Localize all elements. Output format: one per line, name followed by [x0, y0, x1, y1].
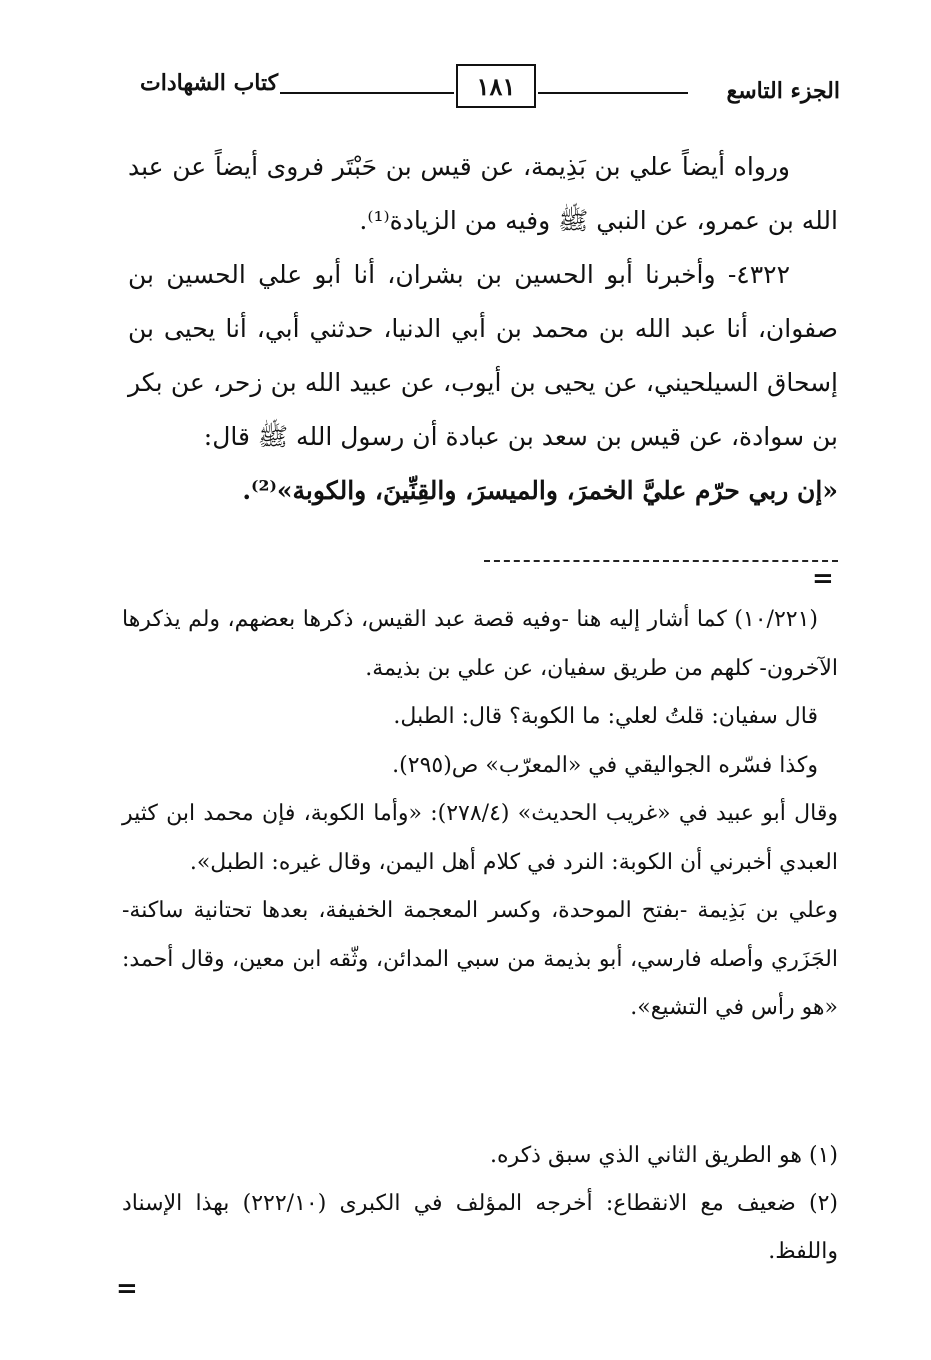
- continued-notes: [122, 596, 838, 1033]
- note-paragraph: وقال أبو عبيد في «غريب الحديث» (٢٧٨/٤): «وأما الكوبة، فإن محمد ابن كثير العبدي أخبرني أن الكوبة: النرد في كلام أهل اليمن، وقال غيره: الطبل».: [122, 801, 838, 875]
- continuation-mark-bottom: =: [116, 1274, 138, 1304]
- hadith-chain: ٤٣٢٢- وأخبرنا أبو الحسين بن بشران، أنا أبو علي الحسين بن صفوان، أنا عبد الله بن محمد بن أبي الدنيا، حدثني أبي، أنا يحيى بن إسحاق السيلحيني، عن يحيى بن أيوب، عن عبيد الله بن زحر، عن بكر بن سوادة، عن قيس بن سعد بن عبادة أن رسول الله ﷺ قال:: [128, 260, 838, 451]
- hadith-text: «إن ربي حرّم عليَّ الخمرَ، والميسرَ، والقِنِّينَ، والكوبة»⁽²⁾.: [242, 476, 838, 505]
- main-text: [128, 140, 838, 518]
- header-rule-right: [538, 92, 688, 94]
- page-number: ١٨١: [456, 64, 536, 108]
- note-paragraph: قال سفيان: قلتُ لعلي: ما الكوبة؟ قال: الطبل.: [393, 704, 818, 729]
- note-paragraph: (١٠/٢٢١) كما أشار إليه هنا -وفيه قصة عبد القيس، ذكرها بعضهم، ولم يذكرها الآخرون- كلهم من طريق سفيان، عن علي بن بذيمة.: [122, 607, 838, 681]
- page-header: [120, 64, 840, 114]
- part-title: الجزء التاسع: [726, 78, 840, 104]
- footnote-2: (٢) ضعيف مع الانقطاع: أخرجه المؤلف في الكبرى (٢٢٢/١٠) بهذا الإسناد واللفظ.: [122, 1191, 838, 1264]
- footnote-divider: [484, 560, 838, 562]
- book-title: كتاب الشهادات: [140, 70, 279, 96]
- footnote-1: (١) هو الطريق الثاني الذي سبق ذكره.: [490, 1143, 838, 1168]
- continuation-mark: =: [812, 564, 834, 594]
- header-rule-left: [280, 92, 454, 94]
- note-paragraph: وكذا فسّره الجواليقي في «المعرّب» ص(٢٩٥).: [392, 752, 818, 778]
- paragraph: ورواه أيضاً علي بن بَذِيمة، عن قيس بن حَبْتَر فروى أيضاً عن عبد الله بن عمرو، عن النبي ﷺ وفيه من الزيادة⁽¹⁾.: [128, 152, 838, 235]
- footnotes: [122, 1132, 838, 1276]
- note-paragraph: وعلي بن بَذِيمة -بفتح الموحدة، وكسر المعجمة الخفيفة، بعدها تحتانية ساكنة- الجَزَري وأصله فارسي، أبو بذيمة من سبي المدائن، وثّقه ابن معين، وقال أحمد: «هو رأس في التشيع».: [122, 898, 838, 1020]
